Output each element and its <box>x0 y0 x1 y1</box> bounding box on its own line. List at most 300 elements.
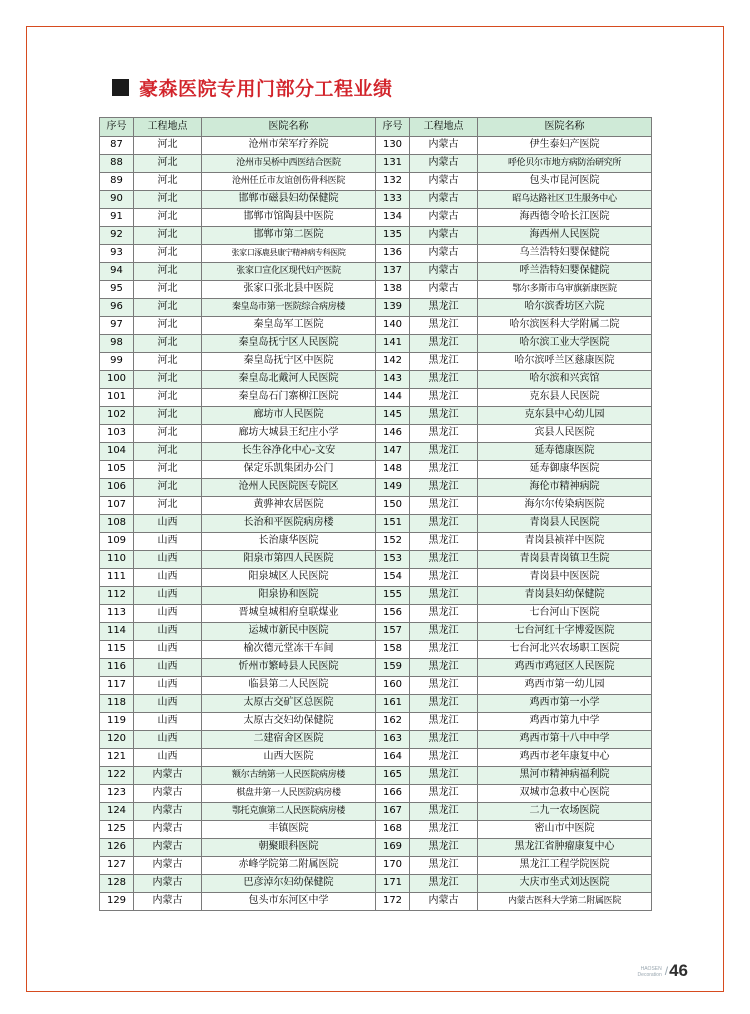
table-row <box>100 551 652 569</box>
hospital-name-cell: 赤峰学院第二附属医院 <box>202 857 376 875</box>
location-cell: 黑龙江 <box>410 641 478 659</box>
page-footer <box>637 960 688 980</box>
hospital-name-cell: 二九一农场医院 <box>478 803 652 821</box>
hospital-name-cell: 榆次德元堂冻干车间 <box>202 641 376 659</box>
row-number-cell: 157 <box>376 623 410 641</box>
row-number-cell: 108 <box>100 515 134 533</box>
location-cell: 山西 <box>134 677 202 695</box>
location-cell: 河北 <box>134 353 202 371</box>
hospital-name-cell: 秦皇岛抚宁区中医院 <box>202 353 376 371</box>
location-cell: 黑龙江 <box>410 749 478 767</box>
hospital-name-cell: 呼兰浩特妇婴保健院 <box>478 263 652 281</box>
table-row <box>100 335 652 353</box>
row-number-cell: 102 <box>100 407 134 425</box>
location-cell: 河北 <box>134 209 202 227</box>
hospital-name-cell: 哈尔滨香坊区六院 <box>478 299 652 317</box>
location-cell: 河北 <box>134 479 202 497</box>
table-row <box>100 479 652 497</box>
row-number-cell: 127 <box>100 857 134 875</box>
location-cell: 山西 <box>134 515 202 533</box>
row-number-cell: 87 <box>100 137 134 155</box>
performance-table-wrapper <box>99 117 651 911</box>
hospital-name-cell: 邯郸市磁县妇幼保健院 <box>202 191 376 209</box>
location-cell: 黑龙江 <box>410 695 478 713</box>
hospital-name-cell: 鸡西市第九中学 <box>478 713 652 731</box>
row-number-cell: 113 <box>100 605 134 623</box>
hospital-name-cell: 保定乐凯集团办公门 <box>202 461 376 479</box>
row-number-cell: 161 <box>376 695 410 713</box>
row-number-cell: 95 <box>100 281 134 299</box>
hospital-name-cell: 昭乌达路社区卫生服务中心 <box>478 191 652 209</box>
table-body <box>100 137 652 911</box>
hospital-name-cell: 哈尔滨医科大学附属二院 <box>478 317 652 335</box>
hospital-name-cell: 山西大医院 <box>202 749 376 767</box>
location-cell: 河北 <box>134 137 202 155</box>
row-number-cell: 104 <box>100 443 134 461</box>
row-number-cell: 164 <box>376 749 410 767</box>
table-row <box>100 245 652 263</box>
hospital-name-cell: 运城市新民中医院 <box>202 623 376 641</box>
row-number-cell: 128 <box>100 875 134 893</box>
table-row <box>100 209 652 227</box>
location-cell: 黑龙江 <box>410 731 478 749</box>
row-number-cell: 138 <box>376 281 410 299</box>
table-header-cell: 序号 <box>376 118 410 137</box>
location-cell: 黑龙江 <box>410 407 478 425</box>
location-cell: 山西 <box>134 533 202 551</box>
hospital-name-cell: 双城市急救中心医院 <box>478 785 652 803</box>
table-row <box>100 731 652 749</box>
row-number-cell: 159 <box>376 659 410 677</box>
table-row <box>100 515 652 533</box>
location-cell: 黑龙江 <box>410 803 478 821</box>
location-cell: 内蒙古 <box>410 227 478 245</box>
location-cell: 内蒙古 <box>410 263 478 281</box>
hospital-name-cell: 邯郸市馆陶县中医院 <box>202 209 376 227</box>
table-row <box>100 461 652 479</box>
row-number-cell: 171 <box>376 875 410 893</box>
hospital-name-cell: 邯郸市第二医院 <box>202 227 376 245</box>
title-text: 豪森医院专用门部分工程业绩 <box>139 78 393 100</box>
row-number-cell: 118 <box>100 695 134 713</box>
location-cell: 河北 <box>134 263 202 281</box>
location-cell: 山西 <box>134 569 202 587</box>
row-number-cell: 121 <box>100 749 134 767</box>
hospital-name-cell: 鄂托克旗第二人民医院病房楼 <box>202 803 376 821</box>
hospital-name-cell: 七台河山下医院 <box>478 605 652 623</box>
hospital-name-cell: 沧州人民医院医专院区 <box>202 479 376 497</box>
row-number-cell: 143 <box>376 371 410 389</box>
location-cell: 黑龙江 <box>410 785 478 803</box>
location-cell: 山西 <box>134 587 202 605</box>
hospital-name-cell: 秦皇岛石门寨柳江医院 <box>202 389 376 407</box>
hospital-name-cell: 张家口涿鹿县康宁精神病专科医院 <box>202 245 376 263</box>
location-cell: 黑龙江 <box>410 497 478 515</box>
location-cell: 河北 <box>134 371 202 389</box>
table-row <box>100 389 652 407</box>
location-cell: 黑龙江 <box>410 389 478 407</box>
hospital-name-cell: 克东县人民医院 <box>478 389 652 407</box>
row-number-cell: 155 <box>376 587 410 605</box>
table-row <box>100 137 652 155</box>
hospital-name-cell: 黑龙江工程学院医院 <box>478 857 652 875</box>
row-number-cell: 151 <box>376 515 410 533</box>
location-cell: 黑龙江 <box>410 713 478 731</box>
hospital-name-cell: 黑龙江省肿瘤康复中心 <box>478 839 652 857</box>
location-cell: 河北 <box>134 335 202 353</box>
table-row <box>100 839 652 857</box>
location-cell: 河北 <box>134 443 202 461</box>
hospital-name-cell: 太原古交妇幼保健院 <box>202 713 376 731</box>
location-cell: 山西 <box>134 749 202 767</box>
table-row <box>100 497 652 515</box>
hospital-name-cell: 青岗县中医医院 <box>478 569 652 587</box>
table-row <box>100 803 652 821</box>
hospital-name-cell: 哈尔滨呼兰区慈康医院 <box>478 353 652 371</box>
table-row <box>100 155 652 173</box>
table-row <box>100 749 652 767</box>
location-cell: 山西 <box>134 731 202 749</box>
location-cell: 内蒙古 <box>134 875 202 893</box>
hospital-name-cell: 临县第二人民医院 <box>202 677 376 695</box>
location-cell: 河北 <box>134 497 202 515</box>
location-cell: 黑龙江 <box>410 821 478 839</box>
row-number-cell: 169 <box>376 839 410 857</box>
row-number-cell: 120 <box>100 731 134 749</box>
location-cell: 河北 <box>134 299 202 317</box>
row-number-cell: 107 <box>100 497 134 515</box>
location-cell: 黑龙江 <box>410 443 478 461</box>
row-number-cell: 129 <box>100 893 134 911</box>
row-number-cell: 97 <box>100 317 134 335</box>
table-row <box>100 371 652 389</box>
table-row <box>100 317 652 335</box>
row-number-cell: 123 <box>100 785 134 803</box>
hospital-name-cell: 青岗县人民医院 <box>478 515 652 533</box>
hospital-name-cell: 沧州市吴桥中西医结合医院 <box>202 155 376 173</box>
table-header-cell: 工程地点 <box>134 118 202 137</box>
hospital-name-cell: 鸡西市鸡冠区人民医院 <box>478 659 652 677</box>
location-cell: 黑龙江 <box>410 533 478 551</box>
table-row <box>100 299 652 317</box>
row-number-cell: 92 <box>100 227 134 245</box>
location-cell: 黑龙江 <box>410 371 478 389</box>
table-row <box>100 353 652 371</box>
table-row <box>100 227 652 245</box>
location-cell: 内蒙古 <box>134 857 202 875</box>
table-header-cell: 医院名称 <box>202 118 376 137</box>
hospital-name-cell: 晋城皇城相府皇联煤业 <box>202 605 376 623</box>
hospital-name-cell: 克东县中心幼儿园 <box>478 407 652 425</box>
page-number: 46 <box>669 960 688 980</box>
table-row <box>100 263 652 281</box>
table-row <box>100 425 652 443</box>
row-number-cell: 158 <box>376 641 410 659</box>
footer-brand-line2: Decoration <box>637 971 662 978</box>
row-number-cell: 168 <box>376 821 410 839</box>
hospital-name-cell: 巴彦淖尔妇幼保健院 <box>202 875 376 893</box>
hospital-name-cell: 伊生泰妇产医院 <box>478 137 652 155</box>
location-cell: 河北 <box>134 407 202 425</box>
location-cell: 黑龙江 <box>410 587 478 605</box>
table-row <box>100 875 652 893</box>
hospital-name-cell: 哈尔滨和兴宾馆 <box>478 371 652 389</box>
row-number-cell: 156 <box>376 605 410 623</box>
hospital-name-cell: 秦皇岛市第一医院综合病房楼 <box>202 299 376 317</box>
table-row <box>100 281 652 299</box>
location-cell: 内蒙古 <box>134 821 202 839</box>
hospital-name-cell: 海西德令哈长江医院 <box>478 209 652 227</box>
row-number-cell: 150 <box>376 497 410 515</box>
location-cell: 黑龙江 <box>410 839 478 857</box>
row-number-cell: 94 <box>100 263 134 281</box>
row-number-cell: 116 <box>100 659 134 677</box>
location-cell: 黑龙江 <box>410 857 478 875</box>
hospital-name-cell: 鸡西市第一小学 <box>478 695 652 713</box>
hospital-name-cell: 青岗县青岗镇卫生院 <box>478 551 652 569</box>
location-cell: 内蒙古 <box>134 767 202 785</box>
location-cell: 内蒙古 <box>410 137 478 155</box>
row-number-cell: 112 <box>100 587 134 605</box>
location-cell: 内蒙古 <box>410 155 478 173</box>
hospital-name-cell: 大庆市坐式刘达医院 <box>478 875 652 893</box>
location-cell: 河北 <box>134 155 202 173</box>
hospital-name-cell: 阳泉协和医院 <box>202 587 376 605</box>
table-row <box>100 443 652 461</box>
hospital-name-cell: 二建宿舍区医院 <box>202 731 376 749</box>
table-row <box>100 173 652 191</box>
hospital-name-cell: 呼伦贝尔市地方病防治研究所 <box>478 155 652 173</box>
row-number-cell: 131 <box>376 155 410 173</box>
location-cell: 河北 <box>134 281 202 299</box>
location-cell: 黑龙江 <box>410 515 478 533</box>
location-cell: 河北 <box>134 245 202 263</box>
location-cell: 山西 <box>134 623 202 641</box>
location-cell: 河北 <box>134 461 202 479</box>
row-number-cell: 119 <box>100 713 134 731</box>
table-row <box>100 659 652 677</box>
table-row <box>100 569 652 587</box>
hospital-name-cell: 阳泉城区人民医院 <box>202 569 376 587</box>
hospital-name-cell: 沧州市荣军疗养院 <box>202 137 376 155</box>
row-number-cell: 149 <box>376 479 410 497</box>
location-cell: 黑龙江 <box>410 659 478 677</box>
location-cell: 山西 <box>134 641 202 659</box>
table-row <box>100 191 652 209</box>
location-cell: 黑龙江 <box>410 677 478 695</box>
row-number-cell: 141 <box>376 335 410 353</box>
location-cell: 黑龙江 <box>410 767 478 785</box>
table-row <box>100 623 652 641</box>
hospital-name-cell: 七台河北兴农场职工医院 <box>478 641 652 659</box>
location-cell: 内蒙古 <box>410 281 478 299</box>
row-number-cell: 136 <box>376 245 410 263</box>
location-cell: 山西 <box>134 695 202 713</box>
table-row <box>100 641 652 659</box>
row-number-cell: 90 <box>100 191 134 209</box>
hospital-name-cell: 海伦市精神病院 <box>478 479 652 497</box>
location-cell: 河北 <box>134 173 202 191</box>
location-cell: 黑龙江 <box>410 605 478 623</box>
row-number-cell: 162 <box>376 713 410 731</box>
row-number-cell: 147 <box>376 443 410 461</box>
row-number-cell: 134 <box>376 209 410 227</box>
hospital-name-cell: 额尔古纳第一人民医院病房楼 <box>202 767 376 785</box>
table-row <box>100 767 652 785</box>
row-number-cell: 125 <box>100 821 134 839</box>
hospital-name-cell: 长生谷净化中心-文安 <box>202 443 376 461</box>
row-number-cell: 88 <box>100 155 134 173</box>
table-row <box>100 677 652 695</box>
location-cell: 黑龙江 <box>410 299 478 317</box>
row-number-cell: 124 <box>100 803 134 821</box>
table-row <box>100 857 652 875</box>
hospital-name-cell: 宾县人民医院 <box>478 425 652 443</box>
table-row <box>100 695 652 713</box>
row-number-cell: 166 <box>376 785 410 803</box>
table-row <box>100 713 652 731</box>
row-number-cell: 133 <box>376 191 410 209</box>
hospital-name-cell: 七台河红十字博爱医院 <box>478 623 652 641</box>
location-cell: 内蒙古 <box>134 839 202 857</box>
performance-table <box>99 117 652 911</box>
location-cell: 山西 <box>134 659 202 677</box>
location-cell: 内蒙古 <box>134 785 202 803</box>
row-number-cell: 126 <box>100 839 134 857</box>
row-number-cell: 105 <box>100 461 134 479</box>
hospital-name-cell: 棋盘井第一人民医院病房楼 <box>202 785 376 803</box>
row-number-cell: 115 <box>100 641 134 659</box>
hospital-name-cell: 黑河市精神病福利院 <box>478 767 652 785</box>
hospital-name-cell: 秦皇岛抚宁区人民医院 <box>202 335 376 353</box>
table-row <box>100 785 652 803</box>
table-row <box>100 821 652 839</box>
hospital-name-cell: 阳泉市第四人民医院 <box>202 551 376 569</box>
row-number-cell: 172 <box>376 893 410 911</box>
row-number-cell: 144 <box>376 389 410 407</box>
row-number-cell: 167 <box>376 803 410 821</box>
title-bullet-icon <box>112 79 129 96</box>
hospital-name-cell: 青岗县祯祥中医院 <box>478 533 652 551</box>
row-number-cell: 130 <box>376 137 410 155</box>
page-content <box>26 26 724 992</box>
hospital-name-cell: 秦皇岛北戴河人民医院 <box>202 371 376 389</box>
footer-slash-icon: / <box>664 964 669 978</box>
location-cell: 黑龙江 <box>410 569 478 587</box>
row-number-cell: 135 <box>376 227 410 245</box>
location-cell: 黑龙江 <box>410 551 478 569</box>
hospital-name-cell: 秦皇岛军工医院 <box>202 317 376 335</box>
hospital-name-cell: 长治和平医院病房楼 <box>202 515 376 533</box>
location-cell: 山西 <box>134 551 202 569</box>
table-row <box>100 533 652 551</box>
location-cell: 内蒙古 <box>410 191 478 209</box>
location-cell: 内蒙古 <box>410 173 478 191</box>
hospital-name-cell: 丰镇医院 <box>202 821 376 839</box>
row-number-cell: 103 <box>100 425 134 443</box>
row-number-cell: 145 <box>376 407 410 425</box>
table-header-cell: 序号 <box>100 118 134 137</box>
hospital-name-cell: 海尔尔传染病医院 <box>478 497 652 515</box>
row-number-cell: 139 <box>376 299 410 317</box>
hospital-name-cell: 朝聚眼科医院 <box>202 839 376 857</box>
hospital-name-cell: 密山市中医院 <box>478 821 652 839</box>
hospital-name-cell: 廊坊市人民医院 <box>202 407 376 425</box>
hospital-name-cell: 延寿德康医院 <box>478 443 652 461</box>
hospital-name-cell: 黄骅神农居医院 <box>202 497 376 515</box>
table-row <box>100 587 652 605</box>
row-number-cell: 165 <box>376 767 410 785</box>
location-cell: 内蒙古 <box>410 893 478 911</box>
hospital-name-cell: 内蒙古医科大学第二附属医院 <box>478 893 652 911</box>
location-cell: 河北 <box>134 389 202 407</box>
page-title <box>112 74 688 101</box>
row-number-cell: 96 <box>100 299 134 317</box>
location-cell: 内蒙古 <box>134 803 202 821</box>
row-number-cell: 100 <box>100 371 134 389</box>
location-cell: 内蒙古 <box>410 209 478 227</box>
hospital-name-cell: 鸡西市第一幼儿园 <box>478 677 652 695</box>
row-number-cell: 117 <box>100 677 134 695</box>
hospital-name-cell: 张家口宣化区现代妇产医院 <box>202 263 376 281</box>
location-cell: 黑龙江 <box>410 317 478 335</box>
hospital-name-cell: 青岗县妇幼保健院 <box>478 587 652 605</box>
table-header-cell: 工程地点 <box>410 118 478 137</box>
row-number-cell: 153 <box>376 551 410 569</box>
row-number-cell: 163 <box>376 731 410 749</box>
location-cell: 黑龙江 <box>410 353 478 371</box>
table-row <box>100 893 652 911</box>
location-cell: 黑龙江 <box>410 335 478 353</box>
row-number-cell: 146 <box>376 425 410 443</box>
location-cell: 黑龙江 <box>410 623 478 641</box>
location-cell: 河北 <box>134 227 202 245</box>
location-cell: 河北 <box>134 191 202 209</box>
row-number-cell: 114 <box>100 623 134 641</box>
row-number-cell: 122 <box>100 767 134 785</box>
row-number-cell: 99 <box>100 353 134 371</box>
row-number-cell: 160 <box>376 677 410 695</box>
row-number-cell: 101 <box>100 389 134 407</box>
hospital-name-cell: 包头市昆河医院 <box>478 173 652 191</box>
row-number-cell: 106 <box>100 479 134 497</box>
hospital-name-cell: 长治康华医院 <box>202 533 376 551</box>
hospital-name-cell: 鸡西市第十八中中学 <box>478 731 652 749</box>
table-header-cell: 医院名称 <box>478 118 652 137</box>
row-number-cell: 91 <box>100 209 134 227</box>
hospital-name-cell: 沧州任丘市友谊创伤骨科医院 <box>202 173 376 191</box>
location-cell: 黑龙江 <box>410 479 478 497</box>
row-number-cell: 154 <box>376 569 410 587</box>
row-number-cell: 152 <box>376 533 410 551</box>
location-cell: 河北 <box>134 317 202 335</box>
hospital-name-cell: 廊坊大城县王纪庄小学 <box>202 425 376 443</box>
hospital-name-cell: 包头市东河区中学 <box>202 893 376 911</box>
row-number-cell: 148 <box>376 461 410 479</box>
hospital-name-cell: 乌兰浩特妇婴保健院 <box>478 245 652 263</box>
row-number-cell: 89 <box>100 173 134 191</box>
footer-brand-line1: HAOSEN <box>640 965 662 972</box>
row-number-cell: 111 <box>100 569 134 587</box>
row-number-cell: 170 <box>376 857 410 875</box>
hospital-name-cell: 海西州人民医院 <box>478 227 652 245</box>
hospital-name-cell: 忻州市繁峙县人民医院 <box>202 659 376 677</box>
location-cell: 山西 <box>134 713 202 731</box>
row-number-cell: 98 <box>100 335 134 353</box>
table-header-row <box>100 118 652 137</box>
hospital-name-cell: 太原古交矿区总医院 <box>202 695 376 713</box>
row-number-cell: 137 <box>376 263 410 281</box>
